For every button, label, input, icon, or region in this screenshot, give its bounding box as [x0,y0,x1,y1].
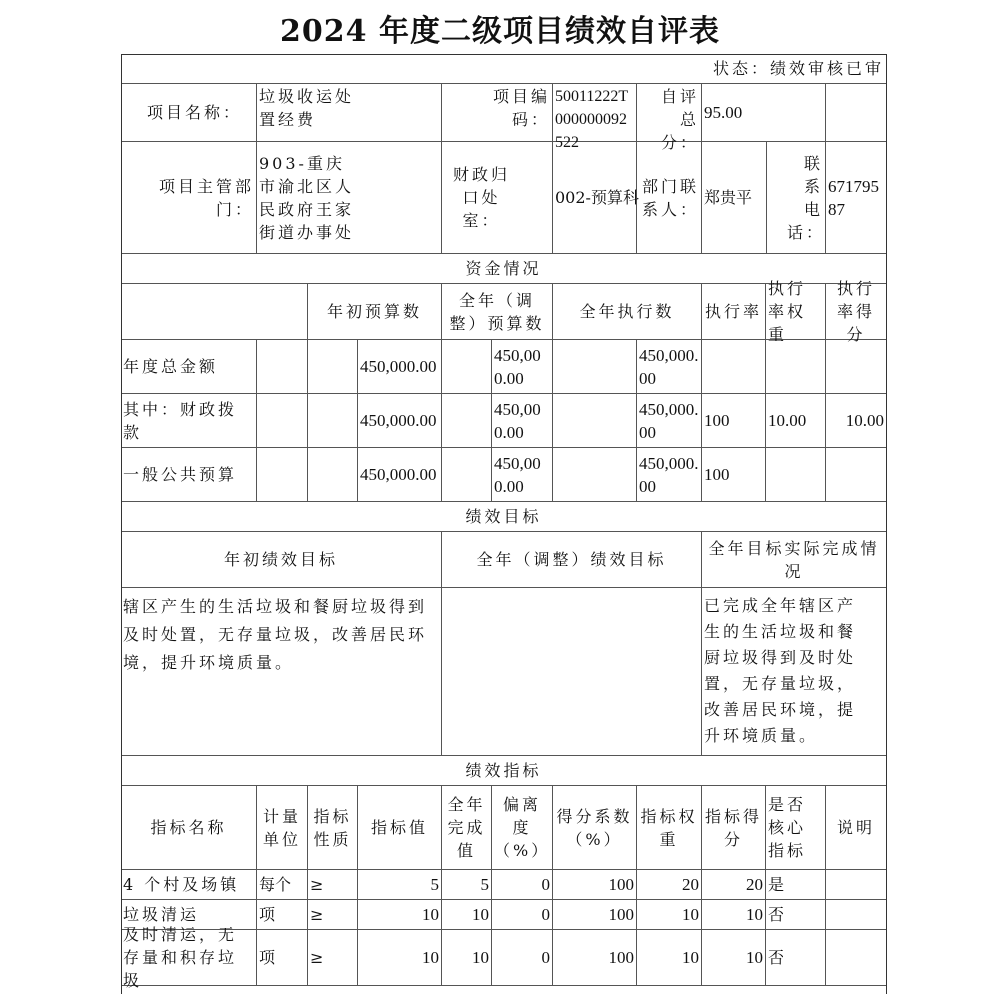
empty-cell [553,448,637,502]
empty-cell [826,84,887,142]
empty-cell [553,394,637,448]
funds-row-score [826,340,887,394]
funds-row-rate: 100 [702,448,766,502]
funds-row-adjusted: 450,000.00 [492,394,553,448]
ind-header-core: 是否核心指标 [766,786,826,870]
empty-cell [257,448,308,502]
project-name-label: 项目名称： [121,84,257,142]
phone-value: 67179587 [826,142,887,254]
ind-row-core: 否 [766,900,826,930]
ind-header-name: 指标名称 [121,786,257,870]
ind-header-deviation: 偏离度（%） [492,786,553,870]
ind-row-name: 4 个村及场镇 [121,870,257,900]
funds-row-adjusted: 450,000.00 [492,448,553,502]
ind-row-note [826,870,887,900]
ind-row-weight: 20 [637,870,702,900]
ind-row-coef: 100 [553,930,637,986]
funds-header-adjusted: 全年（调整）预算数 [442,284,553,340]
ind-header-unit: 计量单位 [257,786,308,870]
ind-row-nature: ≥ [308,930,358,986]
empty-cell [308,448,358,502]
ind-row-weight: 10 [637,900,702,930]
ind-row-note [826,930,887,986]
funds-row-score [826,448,887,502]
finance-office-value: 002-预算科 [553,142,637,254]
ind-row-unit: 项 [257,930,308,986]
ind-header-target: 指标值 [358,786,442,870]
ind-row-name: 垃圾清运 [121,900,257,930]
funds-row-rate [702,340,766,394]
ind-header-weight: 指标权重 [637,786,702,870]
finance-office-label: 财政归口处室： [442,142,553,254]
funds-row-weight [766,340,826,394]
evaluation-table [121,54,887,994]
funds-row-rate: 100 [702,394,766,448]
self-score-label: 自评总分： [637,84,702,142]
goals-adjusted-text [442,588,702,756]
ind-row-core: 是 [766,870,826,900]
ind-row-target: 5 [358,870,442,900]
funds-row-name: 年度总金额 [121,340,257,394]
self-score-value: 95.00 [702,84,826,142]
ind-row-unit: 每个 [257,870,308,900]
funds-row-name: 其中：财政拨款 [121,394,257,448]
ind-row-deviation: 0 [492,900,553,930]
goals-header-initial: 年初绩效目标 [121,532,442,588]
funds-row-name: 一般公共预算 [121,448,257,502]
ind-row-weight: 10 [637,930,702,986]
ind-row-target: 10 [358,900,442,930]
ind-row-name: 及时清运，无存量和积存垃圾 [121,930,257,986]
goals-section-title: 绩效目标 [121,502,887,532]
ind-row-target: 10 [358,930,442,986]
funds-row-weight: 10.00 [766,394,826,448]
ind-row-score: 20 [702,870,766,900]
ind-row-core: 否 [766,930,826,986]
funds-row-executed: 450,000.00 [637,448,702,502]
contact-label: 部门联系人： [637,142,702,254]
ind-row-actual: 5 [442,870,492,900]
funds-row-initial: 450,000.00 [358,394,442,448]
dept-value: 903-重庆市渝北区人民政府王家街道办事处 [257,142,442,254]
empty-cell [308,394,358,448]
ind-header-actual: 全年完成值 [442,786,492,870]
ind-row-deviation: 0 [492,870,553,900]
empty-cell [553,340,637,394]
status-text: 状态：绩效审核已审 [121,54,887,84]
goals-header-adjusted: 全年（调整）绩效目标 [442,532,702,588]
funds-header-initial: 年初预算数 [308,284,442,340]
funds-row-weight [766,448,826,502]
ind-row-unit: 项 [257,900,308,930]
project-name-value: 垃圾收运处置经费 [257,84,442,142]
ind-row-coef: 100 [553,870,637,900]
funds-row-initial: 450,000.00 [358,340,442,394]
ind-row-coef: 100 [553,900,637,930]
project-code-label: 项目编码： [442,84,553,142]
empty-cell [121,284,308,340]
ind-header-score: 指标得分 [702,786,766,870]
empty-cell [257,394,308,448]
funds-section-title: 资金情况 [121,254,887,284]
empty-cell [442,394,492,448]
funds-header-rate: 执行率 [702,284,766,340]
indicators-section-title: 绩效指标 [121,756,887,786]
goals-initial-text: 辖区产生的生活垃圾和餐厨垃圾得到及时处置，无存量垃圾，改善居民环境，提升环境质量。 [121,588,442,756]
ind-row-deviation: 0 [492,930,553,986]
ind-header-note: 说明 [826,786,887,870]
empty-cell [308,340,358,394]
contact-value: 郑贵平 [702,142,766,254]
ind-row-nature: ≥ [308,870,358,900]
funds-header-executed: 全年执行数 [553,284,702,340]
funds-header-score: 执行率得分 [826,284,887,340]
funds-row-executed: 450,000.00 [637,394,702,448]
funds-row-adjusted: 450,000.00 [492,340,553,394]
ind-header-coef: 得分系数（%） [553,786,637,870]
goals-header-actual: 全年目标实际完成情况 [702,532,887,588]
ind-row-actual: 10 [442,900,492,930]
page-title: 2024 年度二级项目绩效自评表 [280,14,720,49]
goals-actual-text: 已完成全年辖区产生的生活垃圾和餐厨垃圾得到及时处置，无存量垃圾，改善居民环境，提升环境质量。 [702,588,887,756]
ind-header-nature: 指标性质 [308,786,358,870]
ind-row-score: 10 [702,930,766,986]
funds-row-score: 10.00 [826,394,887,448]
ind-row-note [826,900,887,930]
phone-label: 联系电话： [766,142,826,254]
funds-row-initial: 450,000.00 [358,448,442,502]
empty-cell [257,340,308,394]
dept-label: 项目主管部门： [121,142,257,254]
ind-row-score: 10 [702,900,766,930]
project-code-value: 50011222T000000092522 [553,84,637,142]
funds-row-executed: 450,000.00 [637,340,702,394]
empty-cell [442,340,492,394]
ind-row-actual: 10 [442,930,492,986]
ind-row-nature: ≥ [308,900,358,930]
funds-header-weight: 执行率权重 [766,284,826,340]
empty-cell [442,448,492,502]
